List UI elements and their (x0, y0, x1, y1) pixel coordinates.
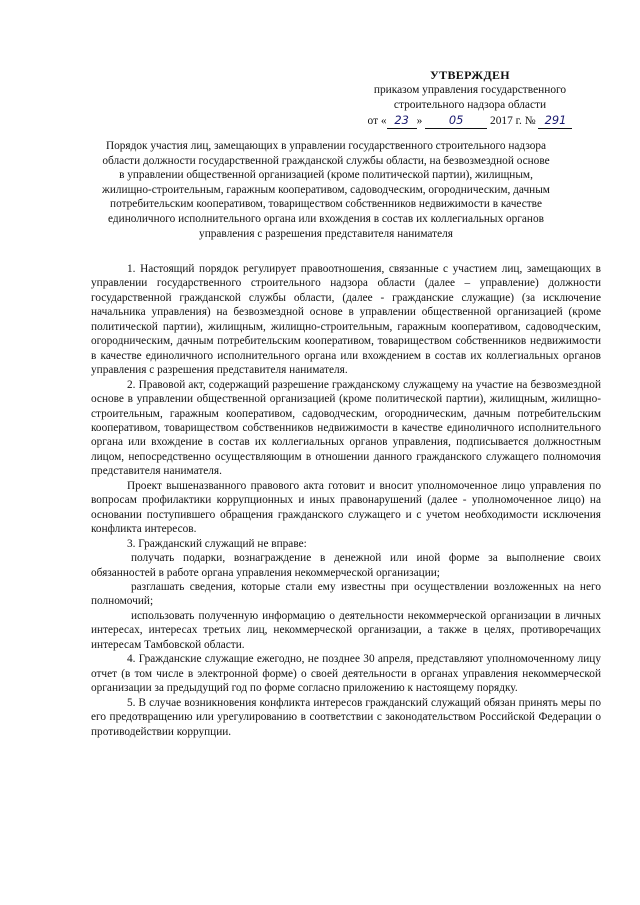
date-prefix: от « (367, 115, 387, 127)
handwritten-order-number: 291 (538, 113, 572, 129)
approval-line-2: строительного надзора области (393, 99, 547, 111)
year-text: 2017 г. № (490, 115, 536, 127)
paragraph-3-item-1: получать подарки, вознаграждение в денежной или иной форме за выполнение своих обязанностей в работе органа управления некоммерческой организации; (91, 552, 601, 579)
paragraph-5: 5. В случае возникновения конфликта интересов гражданский служащий обязан принять меры по его предотвращению или урегулированию в соответствии с законодательством Российской Федерации о противодействии коррупции. (91, 696, 601, 738)
handwritten-day: 23 (387, 113, 417, 129)
approved-heading: УТВЕРЖДЕН (430, 68, 510, 82)
paragraph-3: 3. Гражданский служащий не вправе: (127, 537, 307, 550)
paragraph-1: 1. Настоящий порядок регулирует правоотношения, связанные с участием лиц, замещающих в управлении государственного строительного надзора области (далее – управление) должности государственной гражданской службы области, (далее - гражданские служащие) (за исключение начальника управления) на безвозмездной основе в управлении общественной организацией (кроме политической партии), жилищным, жилищно-строительным, гаражным кооперативом, садоводческим, огородническим, дачным потребительским кооперативом, товариществом собственников недвижимости в качестве единоличного исполнительного органа или вхождением в состав их коллегиальных органов управления с разрешения представителя нанимателя. (91, 263, 601, 377)
approval-line-1: приказом управления государственного (373, 84, 567, 96)
handwritten-month: 05 (425, 113, 487, 129)
paragraph-4: 4. Гражданские служащие ежегодно, не позднее 30 апреля, представляют уполномоченному лицу отчет (в том числе в электронной форме) о своей деятельности в органах управления некоммерческой организации за предыдущий год по форме согласно приложению к настоящему порядку. (91, 653, 601, 695)
document-body (91, 262, 601, 739)
approval-date-line (330, 113, 610, 129)
approval-block (330, 68, 610, 129)
date-mid: » (416, 115, 423, 127)
paragraph-2-project: Проект вышеназванного правового акта готовит и вносит уполномоченное лицо управления по вопросам профилактики коррупционных и иных правонарушений (далее - уполномоченное лицо) на основании поступившего обращения гражданского служащего и с учетом необходимости исключения конфликта интересов. (91, 479, 601, 536)
paragraph-2: 2. Правовой акт, содержащий разрешение гражданскому служащему на участие на безвозмездной основе в управлении общественной организацией (кроме политической партии), жилищным, жилищно-строительным, гаражным кооперативом, садоводческим, огородническим, дачным потребительским кооперативом, товариществом собственников недвижимости в качестве единоличного исполнительного органа или вхождение в состав их коллегиальных органов управления, подписывается должностным лицом, непосредственно осуществляющим в отношении данного гражданского служащего полномочия представителя нанимателя. (91, 378, 601, 478)
document-title: Порядок участия лиц, замещающих в управлении государственного строительного надзора области должности государственной гражданской службы области, на безвозмездной основе в управлении общественной организацией (кроме политической партии), жилищным, жилищно-строительным, гаражным кооперативом, садоводческим, огородническим, дачным потребительским кооперативом, товариществом собственников недвижимости в качестве единоличного исполнительного органа или вхождения в состав их коллегиальных органов управления с разрешения представителя нанимателя (102, 140, 550, 240)
paragraph-3-item-3: использовать полученную информацию о деятельности некоммерческой организации в личных интересах, интересах третьих лиц, некоммерческой организации, а также в целях, противоречащих интересам Тамбовской области. (91, 609, 601, 651)
paragraph-3-item-2: разглашать сведения, которые стали ему известны при осуществлении возложенных на него полномочий; (91, 580, 601, 608)
